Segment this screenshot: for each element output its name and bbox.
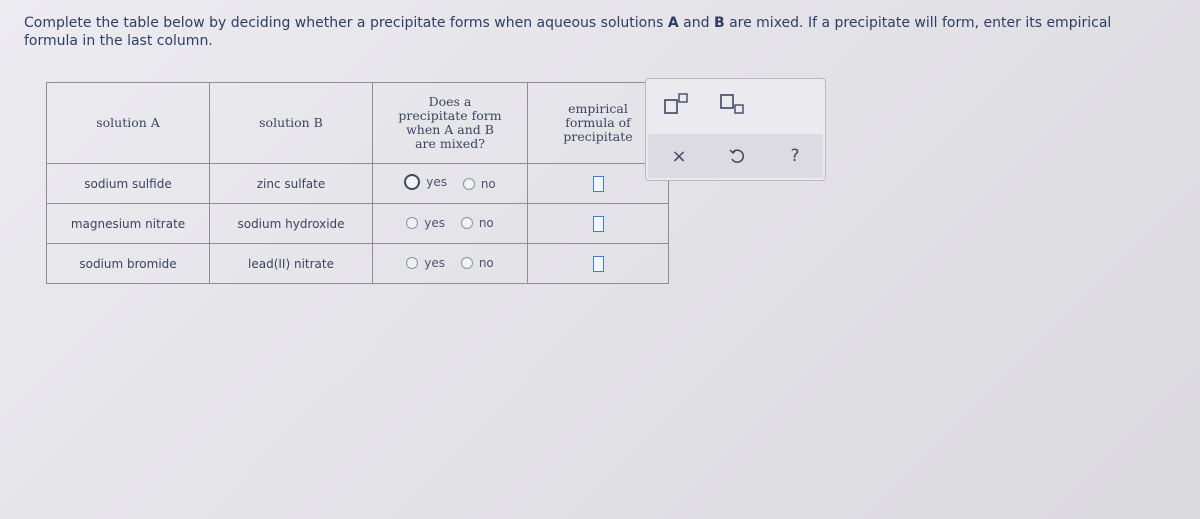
superscript-button[interactable] [658,89,694,119]
table-row [47,204,669,244]
no-label: no [478,255,494,270]
yes-label: yes [426,175,447,189]
tool-actions-bar [648,134,823,178]
superscript-box-icon [663,93,689,115]
yes-radio[interactable] [406,257,418,269]
yes-option[interactable] [406,216,445,230]
no-option[interactable] [461,256,494,270]
no-radio[interactable] [461,257,473,269]
no-label: no [478,215,494,230]
formula-tool-panel [645,78,826,181]
yes-radio[interactable] [406,217,418,229]
table-row [47,244,669,284]
cell-solution-a: sodium sulfide [47,164,210,204]
cell-solution-a: magnesium nitrate [47,204,210,244]
cell-precipitate-choice [373,164,528,204]
no-radio[interactable] [461,217,473,229]
header-solution-a: solution A [47,83,210,164]
help-button[interactable] [780,142,810,170]
formula-input[interactable] [593,176,604,192]
subscript-box-icon [719,93,745,115]
header-solution-b: solution B [210,83,373,164]
instructions-text: Complete the table below by deciding whether a precipitate forms when aqueous solutions A and B are mixed. If a precipitate will form, enter its empirical formula in the last column. [24,15,1112,49]
cell-solution-b: sodium hydroxide [210,204,373,244]
yes-label: yes [424,255,445,270]
no-option[interactable] [463,177,496,191]
subscript-button[interactable] [714,89,750,119]
cell-solution-b: zinc sulfate [210,164,373,204]
cell-formula [528,204,669,244]
cell-precipitate-choice [373,244,528,284]
header-formula-line: formula of [565,115,631,130]
header-question-line: are mixed? [415,136,485,151]
formula-input[interactable] [593,256,604,272]
yes-option[interactable] [404,174,447,190]
header-formula-line: empirical [568,101,628,116]
cell-precipitate-choice [373,204,528,244]
yes-label: yes [424,215,445,230]
no-radio[interactable] [463,178,475,190]
header-question-line: Does a [428,94,472,109]
header-question-line: when A and B [406,122,494,137]
help-icon: ? [790,146,800,166]
cell-formula [528,244,669,284]
no-label: no [480,177,496,191]
table-row [47,164,669,204]
clear-button[interactable] [664,142,694,170]
undo-arrow-icon [728,147,746,165]
no-option[interactable] [461,216,494,230]
formula-input[interactable] [593,216,604,232]
yes-option[interactable] [406,256,445,270]
header-formula-line: precipitate [563,129,633,144]
table-header-row [47,83,669,164]
yes-radio[interactable] [404,174,420,190]
cell-solution-a: sodium bromide [47,244,210,284]
header-question-line: precipitate form [398,108,502,123]
undo-button[interactable] [722,142,752,170]
cell-solution-b: lead(II) nitrate [210,244,373,284]
precipitate-table [46,82,669,284]
close-icon: × [671,145,687,167]
header-precipitate-question [373,83,528,164]
